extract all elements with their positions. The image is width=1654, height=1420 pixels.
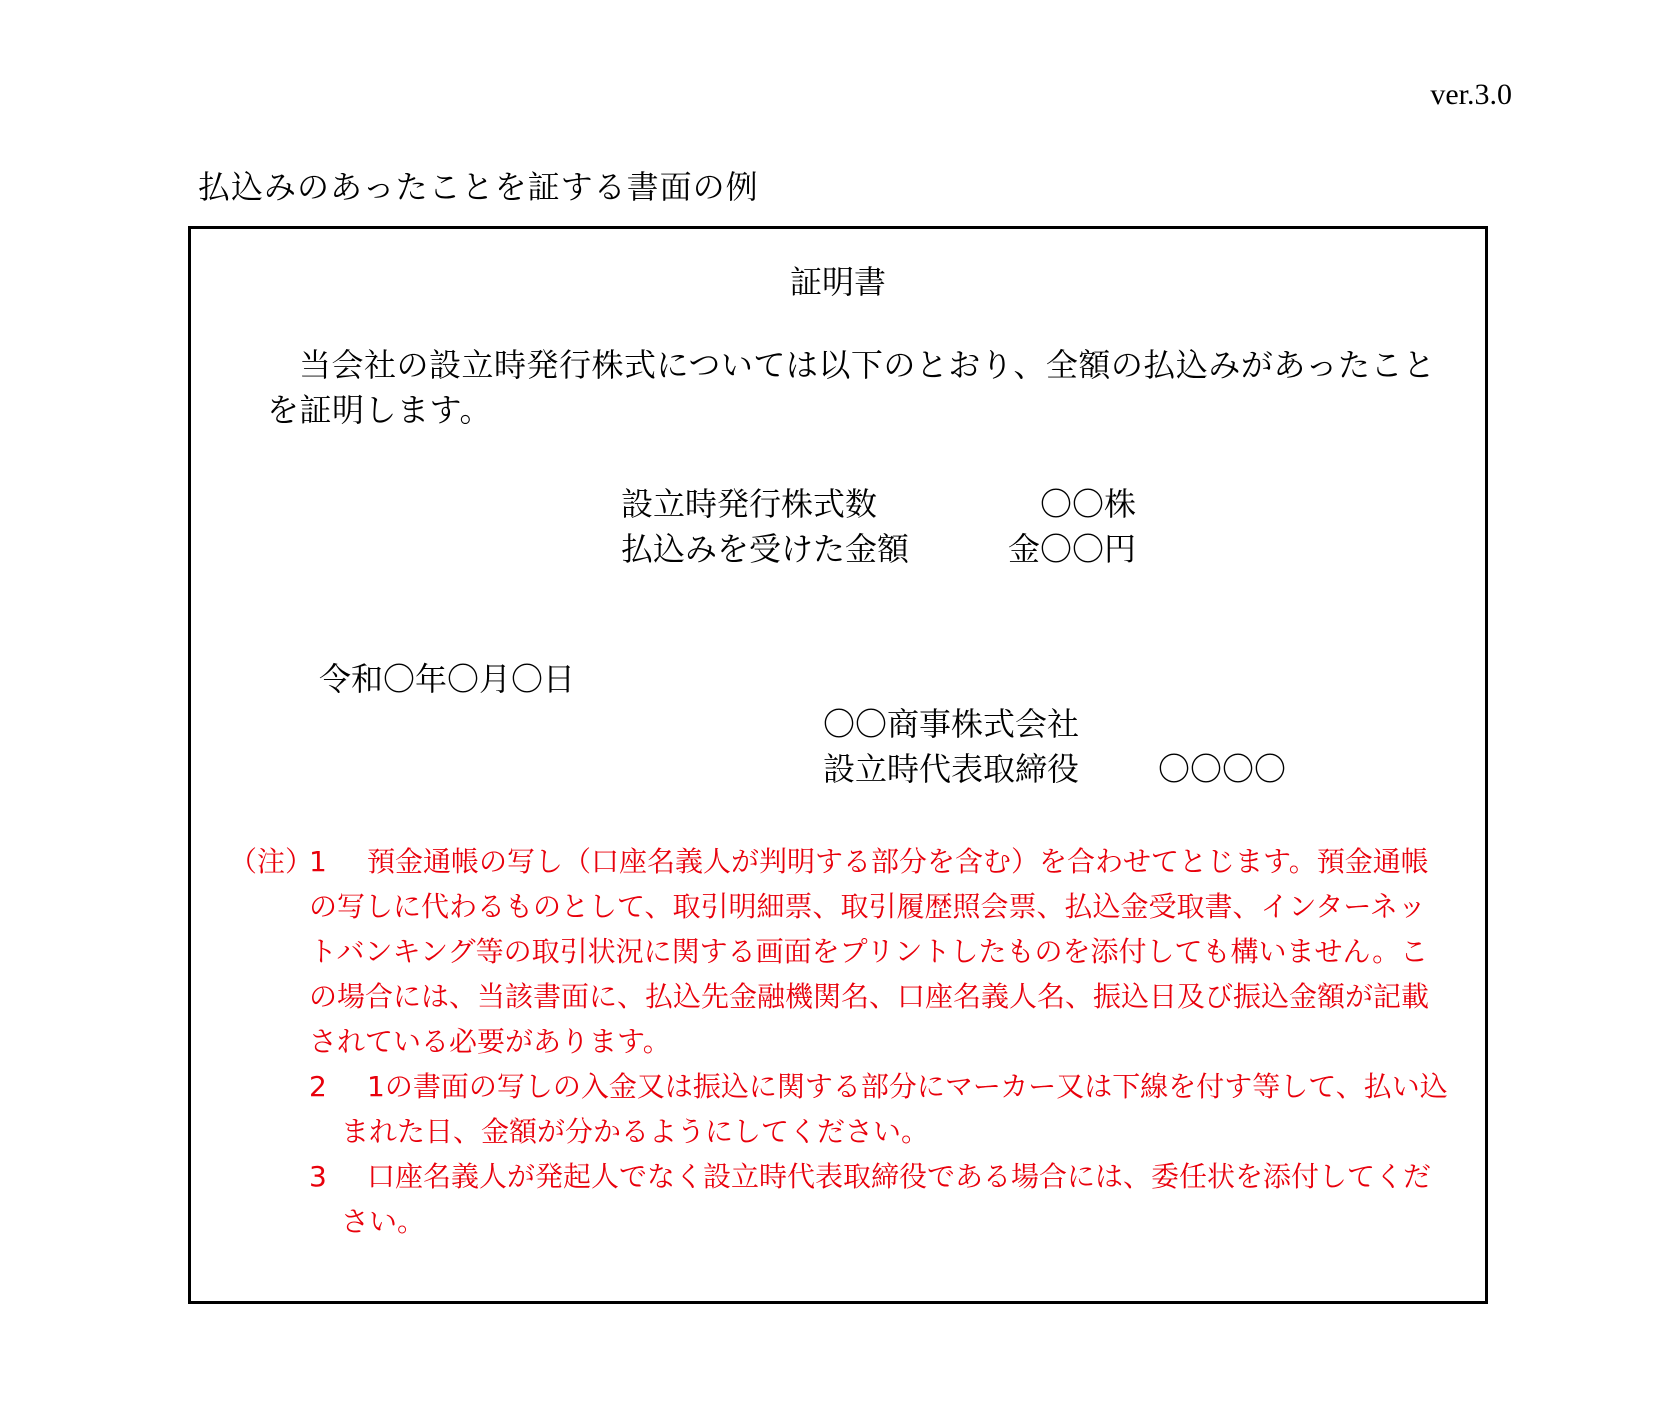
- certificate-date: 令和〇年〇月〇日: [319, 660, 576, 698]
- detail-label: 設立時発行株式数: [621, 485, 878, 523]
- note-text: 預金通帳の写し（口座名義人が判明する部分を含む）を合わせてとじます。預金通帳の写しに代わるものとして、取引明細票、取引履歴照会票、払込金受取書、インターネットバンキング等の取引状況に関する画面をプリントしたものを添付しても構いません。この場合には、当該書面に、払込先金融機関名、口座名義人名、振込日及び振込金額が記載されている必要があります。: [309, 845, 1430, 1058]
- document-caption: 払込みのあったことを証する書面の例: [198, 168, 759, 206]
- note-number: 3: [309, 1160, 327, 1193]
- certificate-frame: [188, 226, 1488, 1304]
- note-item-2: [229, 1064, 1449, 1154]
- detail-row-shares: [621, 479, 1136, 525]
- detail-value: 金〇〇円: [1007, 530, 1136, 568]
- representative-title: 設立時代表取締役: [823, 750, 1080, 788]
- detail-value: 〇〇株: [1039, 485, 1136, 523]
- version-label: ver.3.0: [1430, 78, 1512, 111]
- representative-row: [823, 744, 1286, 790]
- detail-row-amount: [621, 524, 1136, 570]
- note-number: 1: [309, 845, 327, 878]
- notes-section: [229, 839, 1449, 1244]
- note-item-1: [229, 839, 1449, 1064]
- certificate-statement: 当会社の設立時発行株式については以下のとおり、全額の払込みがあったことを証明します。: [267, 346, 1436, 429]
- note-text: 1の書面の写しの入金又は振込に関する部分にマーカー又は下線を付す等して、払い込まれた日、金額が分かるようにしてください。: [341, 1070, 1448, 1148]
- note-number: 2: [309, 1070, 327, 1103]
- certificate-title: 証明書: [789, 263, 886, 301]
- note-item-3: [229, 1154, 1449, 1244]
- company-name: 〇〇商事株式会社: [823, 705, 1080, 743]
- detail-label: 払込みを受けた金額: [621, 530, 910, 568]
- notes-heading: （注）: [229, 845, 314, 878]
- note-text: 口座名義人が発起人でなく設立時代表取締役である場合には、委任状を添付してください。: [341, 1160, 1432, 1238]
- representative-name: 〇〇〇〇: [1158, 750, 1287, 788]
